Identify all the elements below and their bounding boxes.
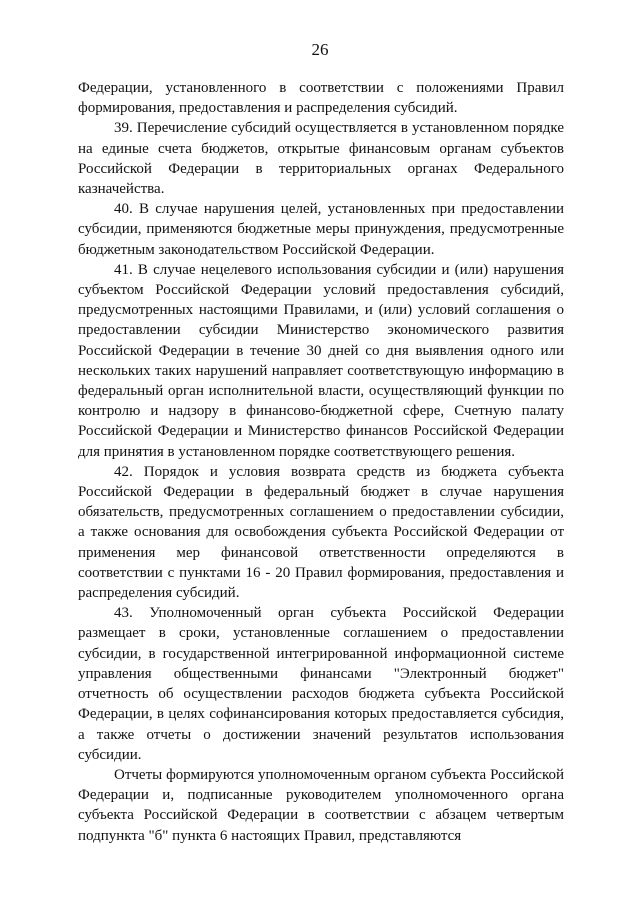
paragraph-continuation: Федерации, установленного в соответствии с положениями Правил формирования, предоставления и распределения субсидий.	[78, 80, 564, 117]
paragraph-42: 42. Порядок и условия возврата средств из бюджета субъекта Российской Федерации в федеральный бюджет в случае нарушения обязательств, предусмотренных соглашением о предоставлении субсидии, а также основания для освобождения субъекта Российской Федерации от применения мер финансовой ответственности определяются в соответствии с пунктами 16 - 20 Правил формирования, предоставления и распределения субсидий.	[78, 463, 564, 602]
paragraph-40: 40. В случае нарушения целей, установленных при предоставлении субсидии, применяются бюджетные меры принуждения, предусмотренные бюджетным законодательством Российской Федерации.	[78, 201, 564, 258]
paragraph-43: 43. Уполномоченный орган субъекта Российской Федерации размещает в сроки, установленные соглашением о предоставлении субсидии, в государственной интегрированной информационной системе управления общественными финансами "Электронный бюджет" отчетность об осуществлении расходов бюджета субъекта Российской Федерации, в целях софинансирования которых предоставляется субсидия, а также отчеты о достижении значений результатов использования субсидии.	[78, 605, 564, 763]
paragraph-41: 41. В случае нецелевого использования субсидии и (или) нарушения субъектом Российской Федерации условий предоставления субсидий, предусмотренных настоящими Правилами, и (или) условий соглашения о предоставлении субсидии Министерство экономического развития Российской Федерации в течение 30 дней со дня выявления одного или нескольких таких нарушений направляет соответствующую информацию в федеральный орган исполнительной власти, осуществляющий функции по контролю и надзору в финансово-бюджетной сфере, Счетную палату Российской Федерации и Министерство финансов Российской Федерации для принятия в установленном порядке соответствующего решения.	[78, 261, 564, 460]
page-number: 26	[311, 40, 329, 59]
paragraph-39: 39. Перечисление субсидий осуществляется в установленном порядке на единые счета бюджетов, открытые финансовым органам субъектов Российской Федерации в территориальных органах Федерального казначейства.	[78, 120, 564, 198]
document-body	[78, 78, 564, 846]
paragraph-reports: Отчеты формируются уполномоченным органом субъекта Российской Федерации и, подписанные руководителем уполномоченного органа субъекта Российской Федерации в соответствии с абзацем четвертым подпункта "б" пункта 6 настоящих Правил, представляются	[78, 766, 564, 844]
